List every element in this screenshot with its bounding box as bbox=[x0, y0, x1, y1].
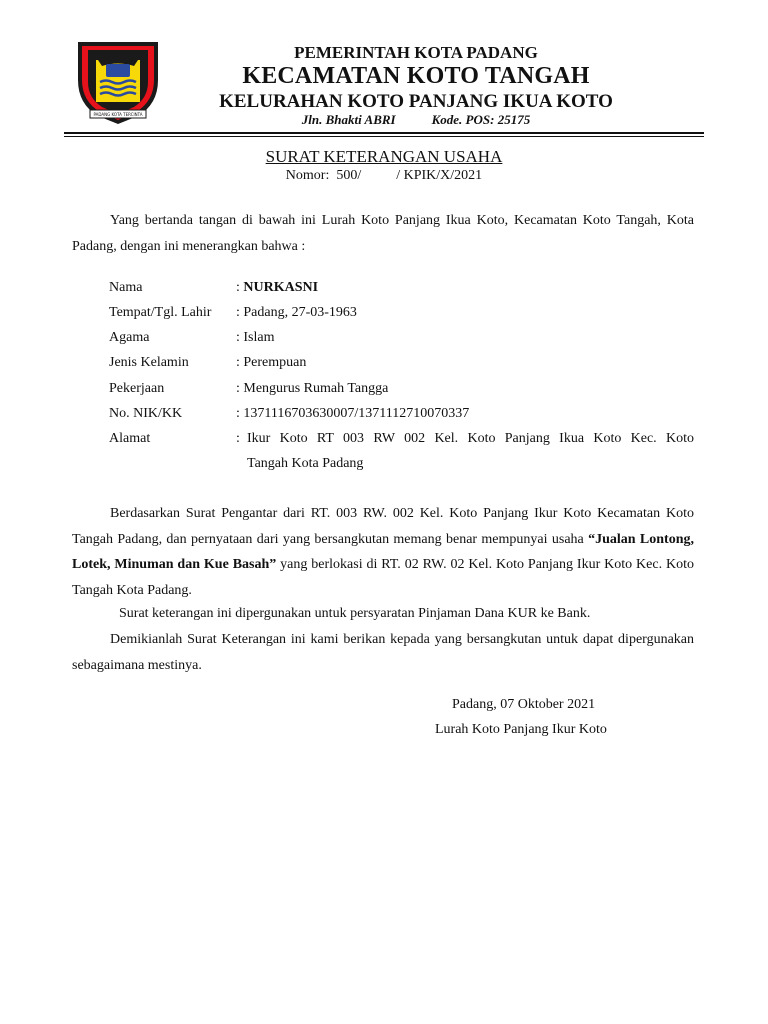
field-label: Nama bbox=[109, 280, 143, 295]
field-value-text: 1371116703630007/1371112710070337 bbox=[243, 406, 470, 421]
field-label: Tempat/Tgl. Lahir bbox=[109, 305, 212, 320]
address-line-1: Ikur Koto RT 003 RW 002 Kel. Koto Panjang Ikua Koto Kec. Koto bbox=[247, 431, 694, 446]
signature-place-date: Padang, 07 Oktober 2021 bbox=[452, 697, 596, 712]
city-emblem-logo bbox=[76, 40, 160, 126]
field-label: No. NIK/KK bbox=[109, 406, 183, 421]
letterhead-address-line bbox=[160, 112, 672, 128]
field-value-text: Perempuan bbox=[243, 355, 307, 370]
field-value-text: Padang, 27-03-1963 bbox=[243, 305, 357, 320]
field-label: Agama bbox=[109, 330, 150, 345]
field-value: : Islam bbox=[236, 330, 275, 345]
field-value-text: NURKASNI bbox=[243, 280, 319, 295]
field-value-text: Mengurus Rumah Tangga bbox=[243, 381, 389, 396]
body-paragraph-purpose: Surat keterangan ini dipergunakan untuk persyaratan Pinjaman Dana KUR ke Bank. bbox=[119, 606, 591, 621]
letterhead-street: Jln. Bhakti ABRI bbox=[301, 112, 396, 127]
field-value: : NURKASNI bbox=[236, 280, 319, 295]
field-label: Jenis Kelamin bbox=[109, 355, 189, 370]
signature-position: Lurah Koto Panjang Ikur Koto bbox=[435, 722, 607, 737]
field-value-address: : Ikur Koto RT 003 RW 002 Kel. Koto Panjang Ikua Koto Kec. Koto Tangah Kota Padang bbox=[236, 426, 694, 476]
document-title bbox=[0, 147, 768, 167]
business-name: “Jualan Lontong, Lotek, Minuman dan Kue Basah” bbox=[72, 531, 694, 572]
letterhead-subdistrict: KELURAHAN KOTO PANJANG IKUA KOTO bbox=[219, 91, 613, 112]
letterhead-divider-thin bbox=[64, 136, 704, 137]
intro-paragraph: Yang bertanda tangan di bawah ini Lurah Koto Panjang Ikua Koto, Kecamatan Koto Tangah, Kota Padang, dengan ini menerangkan bahwa : bbox=[72, 213, 694, 254]
field-value: : Mengurus Rumah Tangga bbox=[236, 381, 389, 396]
field-value-text: Islam bbox=[243, 330, 275, 345]
svg-text:PADANG KOTA TERCINTA: PADANG KOTA TERCINTA bbox=[93, 112, 143, 117]
address-line-2: Tangah Kota Padang bbox=[247, 456, 364, 471]
field-value: : Padang, 27-03-1963 bbox=[236, 305, 357, 320]
letterhead-government: PEMERINTAH KOTA PADANG bbox=[294, 43, 538, 62]
body-paragraph-closing: Demikianlah Surat Keterangan ini kami berikan kepada yang bersangkutan untuk dapat dipergunakan sebagaimana mestinya. bbox=[72, 632, 694, 673]
letterhead-district: KECAMATAN KOTO TANGAH bbox=[242, 63, 590, 89]
field-value: : 1371116703630007/1371112710070337 bbox=[236, 406, 470, 421]
padang-emblem-icon bbox=[76, 40, 160, 126]
letterhead-postal-code: Kode. POS: 25175 bbox=[431, 112, 531, 127]
field-value: : Perempuan bbox=[236, 355, 307, 370]
statement-text-a: Berdasarkan Surat Pengantar dari RT. 003 RW. 002 Kel. Koto Panjang Ikur Koto Kecamatan Koto Tangah Padang, dan pernyataan dari yang bersangkutan memang benar mempunyai usaha bbox=[72, 506, 694, 547]
body-paragraph-statement bbox=[72, 501, 694, 603]
field-label: Pekerjaan bbox=[109, 381, 165, 396]
letterhead-divider-thick bbox=[64, 132, 704, 134]
document-title-text: SURAT KETERANGAN USAHA bbox=[265, 147, 503, 166]
document-number: Nomor: 500/ / KPIK/X/2021 bbox=[285, 168, 483, 183]
statement-text-b: yang berlokasi di RT. 02 RW. 02 Kel. Koto Panjang Ikur Koto Kec. Koto Tangah Kota Padang. bbox=[72, 557, 694, 598]
field-label: Alamat bbox=[109, 431, 151, 446]
